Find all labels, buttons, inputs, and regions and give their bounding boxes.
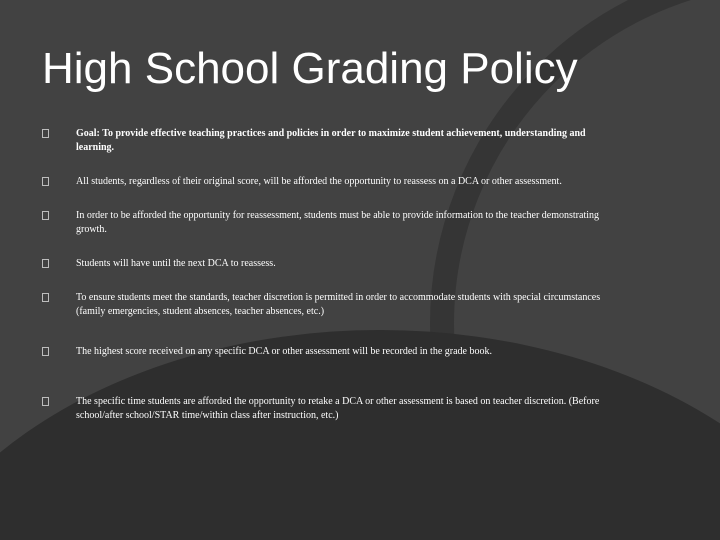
bullet-discretion bbox=[42, 291, 612, 319]
bullet-box-icon bbox=[42, 397, 49, 406]
bullet-text: Students will have until the next DCA to reassess. bbox=[76, 258, 276, 269]
bullet-reassess-opportunity bbox=[42, 175, 612, 189]
bullet-list bbox=[42, 124, 612, 423]
bullet-deadline bbox=[42, 257, 612, 271]
bullet-goal bbox=[42, 127, 612, 155]
bullet-text: To ensure students meet the standards, teacher discretion is permitted in order to accommodate students with special circumstances (family emergencies, student absences, teacher absences, etc.) bbox=[76, 292, 601, 317]
bullet-box-icon bbox=[42, 347, 49, 356]
bullet-text: The highest score received on any specific DCA or other assessment will be recorded in the grade book. bbox=[76, 346, 492, 357]
bullet-text: In order to be afforded the opportunity for reassessment, students must be able to provide information to the teacher demonstrating growth. bbox=[76, 210, 600, 235]
bullet-box-icon bbox=[42, 211, 49, 220]
bullet-box-icon bbox=[42, 129, 49, 138]
bullet-retake-time bbox=[42, 395, 612, 423]
bullet-growth bbox=[42, 209, 612, 237]
bullet-text: Goal: To provide effective teaching practices and policies in order to maximize student achievement, understanding and learning. bbox=[76, 128, 586, 153]
slide-title: High School Grading Policy bbox=[42, 44, 578, 93]
bullet-box-icon bbox=[42, 177, 49, 186]
bullet-text: The specific time students are afforded the opportunity to retake a DCA or other assessment is based on teacher discretion. (Before school/after school/STAR time/within class after instruction, etc.) bbox=[76, 396, 600, 421]
bullet-box-icon bbox=[42, 259, 49, 268]
bullet-highest-score bbox=[42, 345, 612, 359]
bullet-box-icon bbox=[42, 293, 49, 302]
bullet-text: All students, regardless of their original score, will be afforded the opportunity to reassess on a DCA or other assessment. bbox=[76, 176, 562, 187]
